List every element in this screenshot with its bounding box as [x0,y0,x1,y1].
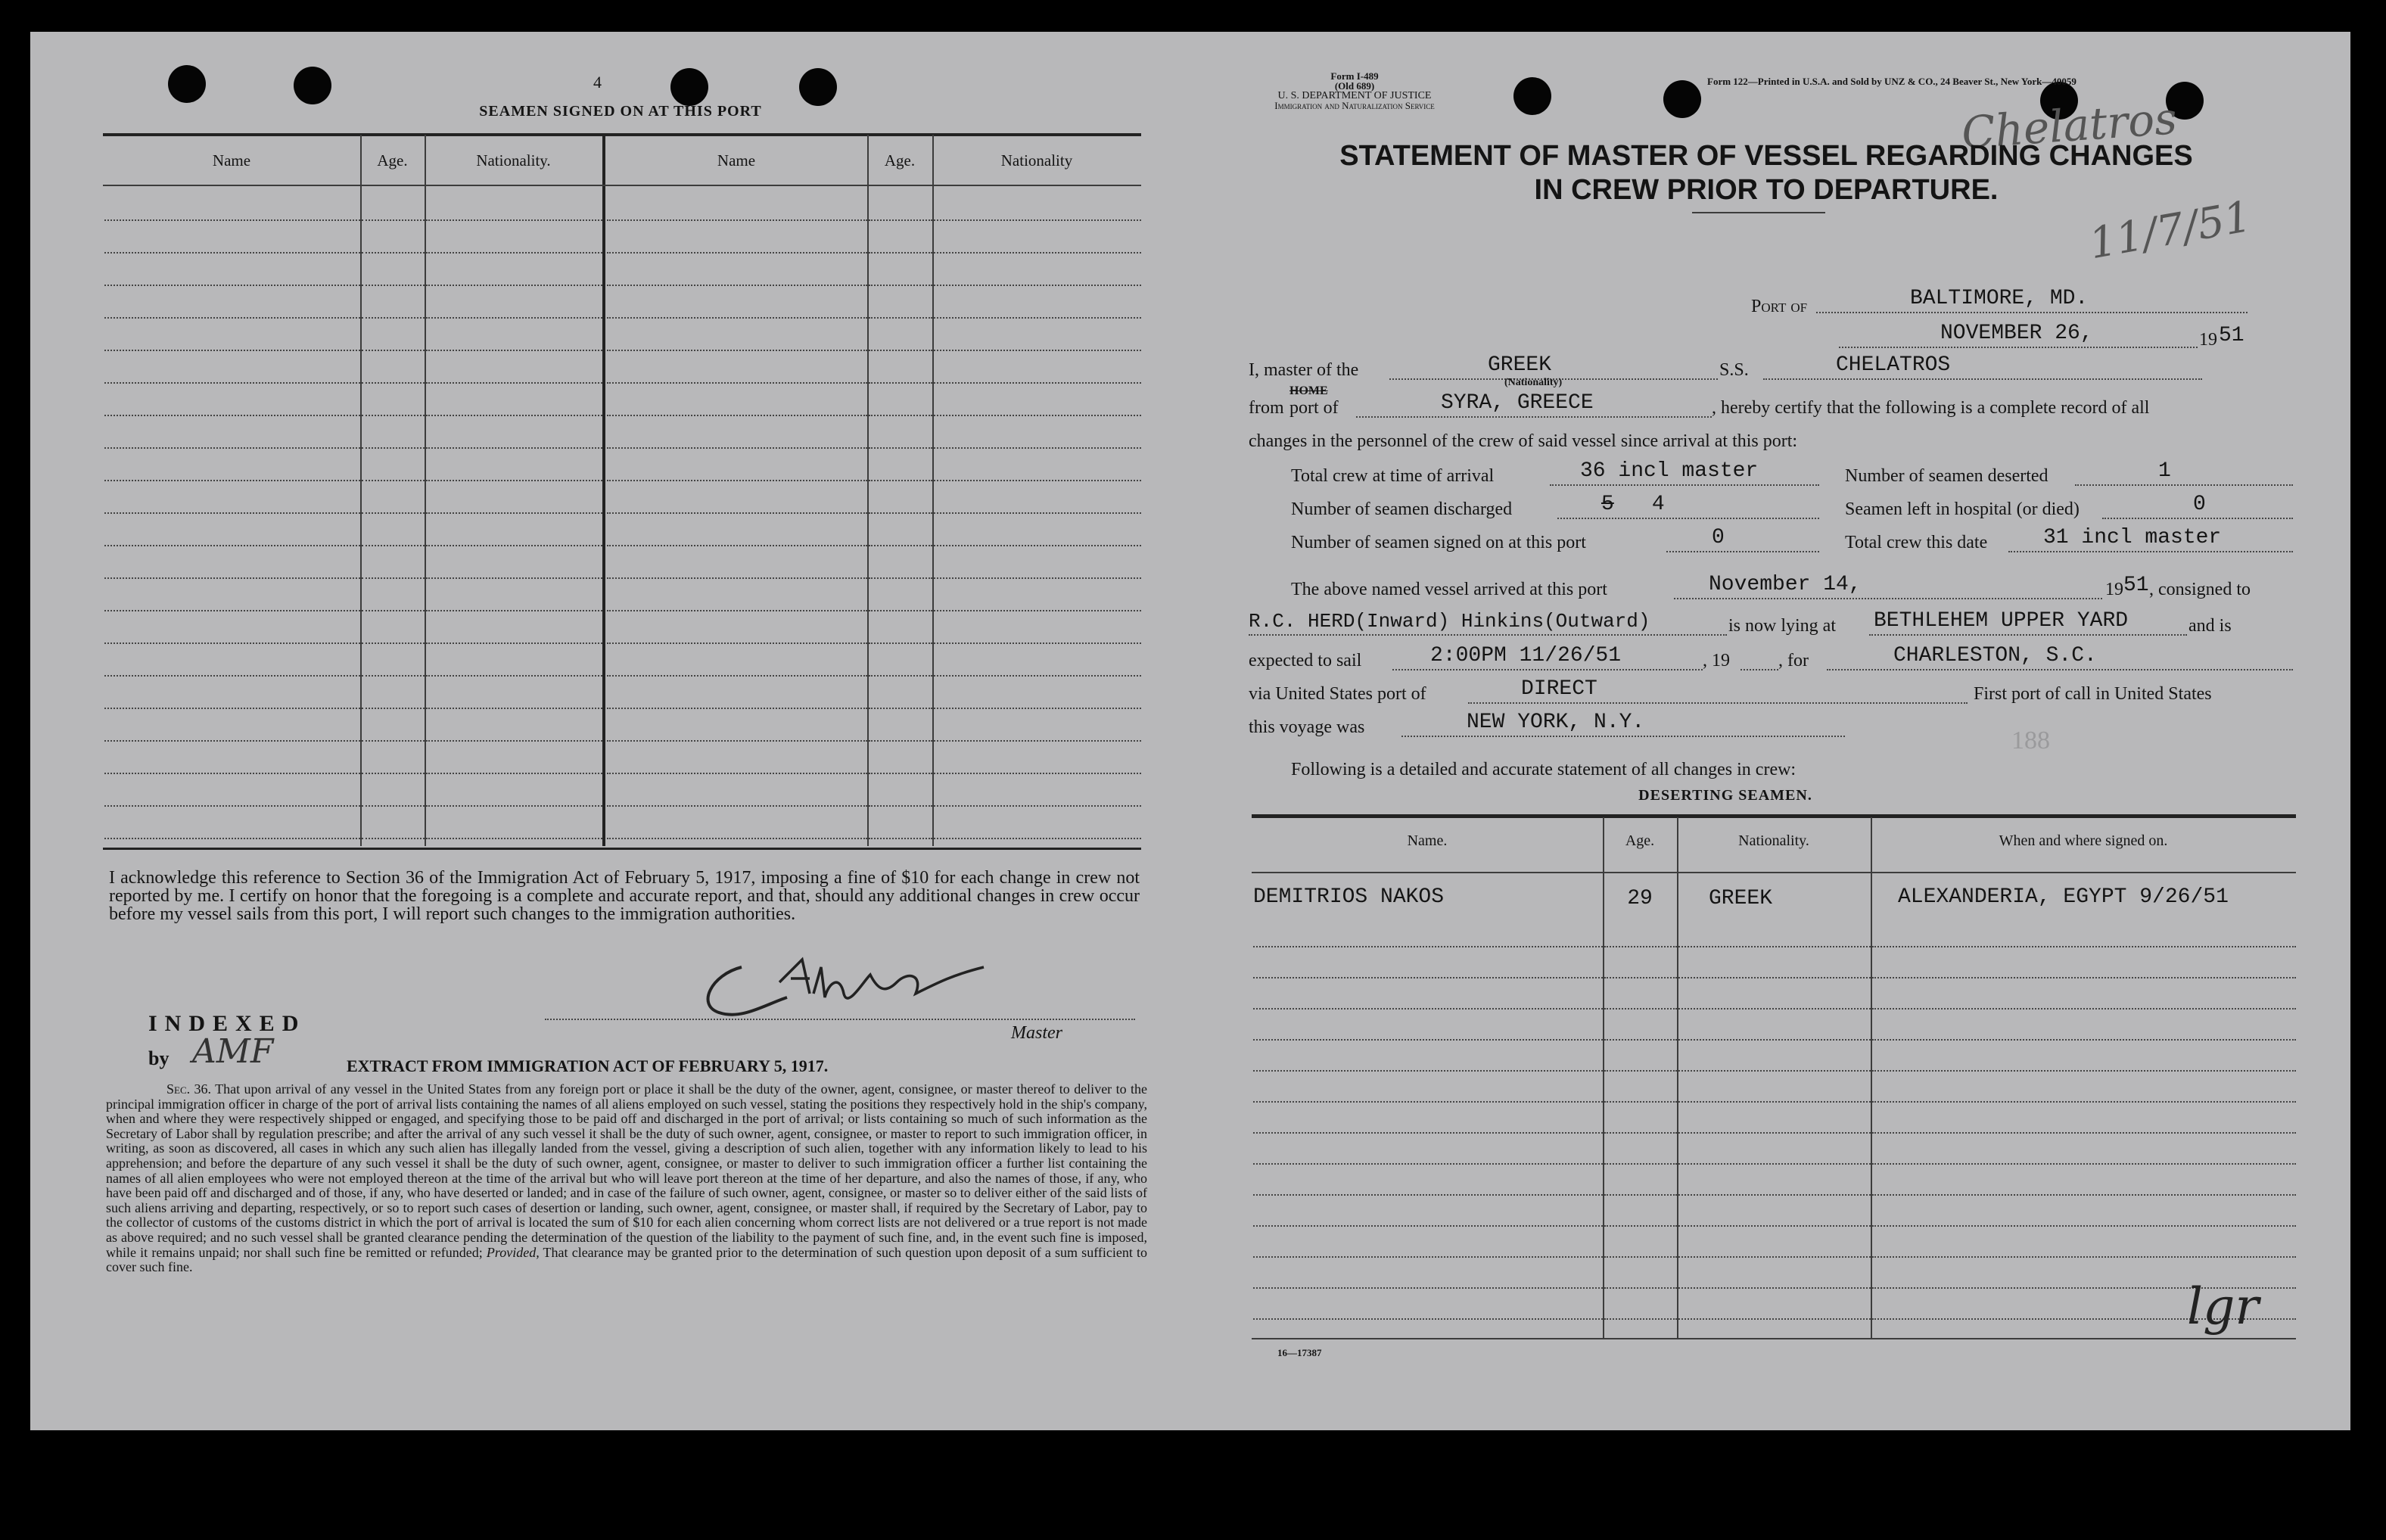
ruled-row-line [607,675,867,677]
sail-time-field: 2:00PM 11/26/51 [1392,643,1703,670]
ruled-row-line [1253,1318,1603,1320]
ruled-row-line [934,252,1141,254]
following-text: Following is a detailed and accurate statement of all changes in crew: [1291,760,1796,779]
ruled-row-line [869,512,932,514]
ruled-row-line [426,577,602,579]
ruled-row-line [1872,946,2296,947]
punch-hole [1663,80,1701,118]
ruled-row-line [104,675,360,677]
deserting-heading: DESERTING SEAMEN. [1638,787,1812,804]
master-label: Master [1011,1023,1062,1043]
ruled-row-line [426,350,602,351]
sail-year-line [1741,669,1778,670]
deserted-field: 1 [2075,459,2293,486]
port-of-label: Port of [1751,297,1808,316]
service-name: Immigration and Naturalization Service [1274,100,1435,111]
ruled-row-line [362,740,425,742]
port-of-small: port of [1289,398,1339,418]
desertion-header-name: Name. [1407,832,1448,849]
desertion-column-divider [1677,817,1678,1339]
ruled-row-line [1872,1101,2296,1103]
ruled-row-line [934,415,1141,416]
ruled-row-line [426,415,602,416]
ruled-row-line [934,545,1141,546]
desertion-header-rule [1252,872,2296,873]
ruled-row-line [1604,1256,1677,1258]
ruled-row-line [1872,1008,2296,1010]
ruled-row-line [934,512,1141,514]
ruled-row-line [104,773,360,774]
ruled-row-line [1678,946,1871,947]
ruled-row-line [934,350,1141,351]
ruled-row-line [934,447,1141,449]
form-header [1218,71,1491,110]
year-suffix: 51 [2219,324,2244,347]
ruled-row-line [426,708,602,709]
ruled-row-line [1253,1225,1603,1227]
arrived-date-field: November 14, [1674,572,2102,599]
ruled-row-line [869,285,932,286]
ruled-row-line [1678,1194,1871,1196]
printer-note: Form 122—Printed in U.S.A. and Sold by UNZ & CO., 24 Beaver St., New York—40059 [1707,76,2076,87]
ruled-row-line [362,577,425,579]
form-title-line2: IN CREW PRIOR TO DEPARTURE. [1534,174,1999,206]
ruled-row-line [1678,1225,1871,1227]
ruled-row-line [869,382,932,384]
ruled-row-line [104,285,360,286]
ruled-row-line [362,285,425,286]
department-name: U. S. DEPARTMENT OF JUSTICE [1277,90,1432,101]
ruled-row-line [934,577,1141,579]
ruled-row-line [426,773,602,774]
ruled-row-line [104,382,360,384]
ruled-row-line [869,545,932,546]
ruled-row-line [426,838,602,839]
ruled-row-line [362,708,425,709]
left-page-heading: SEAMEN SIGNED ON AT THIS PORT [479,103,762,120]
deserter-signed-on: ALEXANDERIA, EGYPT 9/26/51 [1898,885,2229,909]
ruled-row-line [607,838,867,839]
from-port-field: SYRA, GREECE [1356,390,1712,418]
expected-label: expected to sail [1249,651,1362,670]
ss-label: S.S. [1719,360,1749,380]
ruled-row-line [362,805,425,807]
ruled-row-line [362,219,425,221]
ruled-row-line [426,252,602,254]
ruled-row-line [1604,977,1677,978]
ruled-row-line [869,350,932,351]
indexed-stamp: INDEXED [148,1011,306,1036]
ruled-row-line [1678,1132,1871,1134]
ruled-row-line [934,610,1141,611]
ruled-row-line [1678,1256,1871,1258]
ruled-row-line [607,252,867,254]
table-bottom-rule [103,848,1141,850]
ruled-row-line [1678,1287,1871,1289]
signed-on-field: 0 [1666,525,1819,552]
ruled-row-line [362,480,425,481]
handwritten-initials: lgr [2187,1277,2259,1336]
ruled-row-line [426,675,602,677]
header-rule [103,185,1141,186]
desertion-column-divider [1871,817,1872,1339]
signature-line [545,1019,1135,1020]
home-struck: HOME [1289,384,1328,397]
indexed-by-initials: AMF [192,1032,274,1071]
footer-code: 16—17387 [1277,1347,1322,1358]
discharged-label: Number of seamen discharged [1291,499,1513,519]
ruled-row-line [934,382,1141,384]
ruled-row-line [869,708,932,709]
ruled-row-line [1253,1101,1603,1103]
ruled-row-line [362,642,425,644]
ruled-row-line [1872,1070,2296,1072]
ruled-row-line [1678,977,1871,978]
port-of-field: BALTIMORE, MD. [1816,286,2248,313]
ruled-row-line [607,480,867,481]
ruled-row-line [1872,1225,2296,1227]
ruled-row-line [362,415,425,416]
ruled-row-line [607,512,867,514]
extract-title: EXTRACT FROM IMMIGRATION ACT OF FEBRUARY 5, 1917. [347,1056,829,1075]
ruled-row-line [934,740,1141,742]
ruled-row-line [1253,1194,1603,1196]
form-title [1244,139,2288,207]
ruled-row-line [1604,1225,1677,1227]
ruled-row-line [426,382,602,384]
ruled-row-line [104,577,360,579]
ruled-row-line [1604,1008,1677,1010]
ruled-row-line [934,642,1141,644]
faint-number: 188 [2011,726,2050,754]
ruled-row-line [104,317,360,319]
ruled-row-line [1604,1132,1677,1134]
section-36-text [106,1082,1147,1275]
ruled-row-line [1604,1101,1677,1103]
ruled-row-line [607,285,867,286]
ruled-row-line [426,805,602,807]
desertion-header-signed: When and where signed on. [1999,832,2168,849]
ruled-row-line [869,773,932,774]
ruled-row-line [1604,1318,1677,1320]
ruled-row-line [1604,1070,1677,1072]
arrived-year-prefix: 19 [2105,580,2123,599]
ruled-row-line [104,838,360,839]
ruled-row-line [104,545,360,546]
signature [696,952,1014,1035]
total-crew-date-label: Total crew this date [1845,533,1988,552]
indexed-by-label: by [148,1047,170,1069]
ruled-row-line [362,382,425,384]
ruled-row-line [104,219,360,221]
ruled-row-line [104,415,360,416]
form-old-number: (Old 689) [1334,80,1375,92]
ruled-row-line [1253,1132,1603,1134]
ruled-row-line [934,838,1141,839]
arrived-label: The above named vessel arrived at this port [1291,580,1607,599]
year-prefix: 19 [2199,330,2217,350]
ruled-row-line [104,480,360,481]
ruled-row-line [869,415,932,416]
via-label: via United States port of [1249,684,1426,704]
ruled-row-line [104,512,360,514]
title-underline [1692,212,1825,213]
ruled-row-line [1604,1194,1677,1196]
form-title-line1: STATEMENT OF MASTER OF VESSEL REGARDING CHANGES [1339,140,2193,172]
ruled-row-line [1604,1287,1677,1289]
destination-field: CHARLESTON, S.C. [1827,643,2293,670]
ruled-row-line [934,805,1141,807]
certify-text: , hereby certify that the following is a complete record of all [1712,398,2150,418]
ruled-row-line [607,382,867,384]
handwritten-vessel-name: Chelatros [1959,92,2179,159]
section-body: That upon arrival of any vessel in the United States from any foreign port or place it shall be the duty of the owner, agent, consignee, or master thereof to deliver to the principal immigration officer in charge of the port of arrival lists containing the names of all aliens employed on such vessel, stating the positions they respectively hold in the ship's company, when and where they were respectively shipped or engaged, and specifying those to be paid off and discharged in the port of arrival; or lists containing so much of such information as the Secretary of Labor shall by regulation prescribe; and after the arrival of any such vessel it shall be the duty of such owner, agent, consignee, or master to report to such immigration officer, in writing, as soon as discovered, all cases in which any such alien has illegally landed from the vessel, giving a description of such alien, together with any information likely to lead to his apprehension; and before the departure of any such vessel it shall be the duty of such owner, agent, consignee, or master to deliver to such immigration officer a further list containing the names of all alien employees who were not employed thereon at the time of the arrival but who will leave port thereon at the time of her departure, and also the names of those, if any, who have been paid off and discharged and of those, if any, who have deserted or landed; and in case of the failure of such owner, agent, consignee, or master so to deliver either of the said lists of such aliens arriving and departing, respectively, or so to report such cases of desertion or landing, such owner, agent, consignee, or master shall, if required by the Secretary of Labor, pay to the collector of customs of the customs district in which the port of arrival is located the sum of $10 for each alien concerning whom correct lists are not delivered or a true report is not made as above required; and no such vessel shall be granted clearance pending the determination of the question of the liability to the payment of such fine, and, in the event such fine is imposed, while it remains unpaid; nor shall such fine be remitted or refunded; [106,1081,1148,1260]
ruled-row-line [426,512,602,514]
punch-hole [799,68,837,106]
ruled-row-line [1678,1008,1871,1010]
ruled-row-line [426,285,602,286]
ruled-row-line [934,773,1141,774]
ruled-row-line [607,350,867,351]
ruled-row-line [1253,1039,1603,1041]
ruled-row-line [362,447,425,449]
ruled-row-line [1253,1287,1603,1289]
ruled-row-line [1872,1039,2296,1041]
ruled-row-line [1872,977,2296,978]
desertion-table-bottom-rule [1252,1338,2296,1339]
section-provided: Provided, [486,1244,540,1260]
ruled-row-line [426,317,602,319]
document-sheet [30,32,2350,1430]
column-divider [932,135,934,846]
ruled-row-line [934,675,1141,677]
ruled-row-line [426,480,602,481]
ruled-row-line [607,415,867,416]
ruled-row-line [362,545,425,546]
column-header-name: Name [717,151,756,170]
ruled-row-line [607,642,867,644]
total-crew-arrival-label: Total crew at time of arrival [1291,466,1495,486]
nationality-caption: (Nationality) [1504,377,1563,388]
ruled-row-line [1253,1163,1603,1165]
ruled-row-line [104,708,360,709]
lying-label: is now lying at [1728,616,1836,636]
deserter-name: DEMITRIOS NAKOS [1253,885,1445,909]
desertion-header-age: Age. [1625,832,1655,849]
ruled-row-line [607,805,867,807]
ruled-row-line [362,610,425,611]
column-header-age: Age. [377,151,408,170]
from-label: from [1249,398,1284,418]
total-crew-date-field: 31 incl master [2008,525,2293,552]
nationality-field: GREEK [1389,353,1718,380]
ruled-row-line [607,577,867,579]
sail-year-label: , 19 [1703,651,1730,670]
ruled-row-line [426,545,602,546]
ruled-row-line [362,675,425,677]
hospital-label: Seamen left in hospital (or died) [1845,499,2080,519]
date-field: NOVEMBER 26, [1839,321,2198,348]
column-header-name: Name [212,151,251,170]
ruled-row-line [1678,1101,1871,1103]
ruled-row-line [607,610,867,611]
ruled-row-line [104,642,360,644]
ruled-row-line [869,252,932,254]
for-label: , for [1778,651,1809,670]
ruled-row-line [362,350,425,351]
ruled-row-line [1678,1070,1871,1072]
handwritten-date: 11/7/51 [2085,191,2255,269]
consignee-field: R.C. HERD(Inward) Hinkins(Outward) [1249,608,1727,636]
ruled-row-line [934,285,1141,286]
this-voyage-label: this voyage was [1249,717,1365,737]
ruled-row-line [607,317,867,319]
column-header-nationality: Nationality. [476,151,551,170]
ruled-row-line [362,838,425,839]
ruled-row-line [104,252,360,254]
ruled-row-line [869,317,932,319]
ruled-row-line [104,610,360,611]
ruled-row-line [104,805,360,807]
ruled-row-line [934,219,1141,221]
ruled-row-line [607,708,867,709]
ruled-row-line [426,447,602,449]
hospital-field: 0 [2102,492,2293,519]
ruled-row-line [1872,1256,2296,1258]
ruled-row-line [869,219,932,221]
ruled-row-line [104,447,360,449]
ruled-row-line [869,838,932,839]
ruled-row-line [1604,1039,1677,1041]
first-port-label: First port of call in United States [1974,684,2212,704]
changes-text: changes in the personnel of the crew of said vessel since arrival at this port: [1249,431,1798,451]
punch-hole [168,65,206,103]
page-number: 4 [593,73,602,92]
ruled-row-line [1253,1008,1603,1010]
first-port-field: NEW YORK, N.Y. [1401,710,1845,737]
ruled-row-line [362,252,425,254]
ruled-row-line [607,545,867,546]
total-crew-arrival-field: 36 incl master [1550,459,1819,486]
master-of-label: I, master of the [1249,360,1359,380]
ruled-row-line [1872,1163,2296,1165]
ruled-row-line [869,740,932,742]
ruled-row-line [607,740,867,742]
ruled-row-line [426,219,602,221]
ruled-row-line [1604,946,1677,947]
ruled-row-line [426,740,602,742]
ruled-row-line [362,317,425,319]
ruled-row-line [869,480,932,481]
consigned-label: , consigned to [2149,580,2251,599]
and-is-label: and is [2188,616,2232,636]
ruled-row-line [1678,1318,1871,1320]
column-divider [360,135,362,846]
punch-hole [1513,77,1551,115]
column-header-nationality: Nationality [1000,151,1073,170]
ruled-row-line [607,773,867,774]
table-top-rule [103,133,1141,136]
ruled-row-line [1678,1039,1871,1041]
certification-text: I acknowledge this reference to Section 36 of the Immigration Act of February 5, 1917, imposing a fine of $10 for each change in crew not reported by me. I certify on honor that the foregoing is a complete and accurate report, and that, should any additional changes in crew occur before my vessel sails from this port, I will report such changes to the immigration authorities. [109,868,1140,924]
discharged-field: 5 4 [1557,492,1819,519]
ruled-row-line [934,317,1141,319]
ruled-row-line [607,219,867,221]
ruled-row-line [362,512,425,514]
ruled-row-line [1872,1132,2296,1134]
ruled-row-line [869,610,932,611]
ruled-row-line [934,480,1141,481]
ruled-row-line [934,708,1141,709]
ruled-row-line [869,642,932,644]
lying-at-field: BETHLEHEM UPPER YARD [1869,608,2187,636]
ruled-row-line [607,447,867,449]
column-header-age: Age. [884,151,916,170]
ruled-row-line [1253,946,1603,947]
ruled-row-line [1872,1194,2296,1196]
deserter-age: 29 [1627,887,1653,910]
ruled-row-line [362,773,425,774]
ruled-row-line [869,447,932,449]
ruled-row-line [1253,1070,1603,1072]
vessel-name-field: CHELATROS [1763,353,2202,380]
signed-on-label: Number of seamen signed on at this port [1291,533,1586,552]
punch-hole [670,68,708,106]
deserted-label: Number of seamen deserted [1845,466,2048,486]
ruled-row-line [104,350,360,351]
form-number: Form I-489 [1330,70,1379,82]
ruled-row-line [869,805,932,807]
column-divider [867,135,869,846]
ruled-row-line [1678,1163,1871,1165]
punch-hole [294,67,331,104]
section-tail: That clearance may be granted prior to the determination of such question upon deposit of a sum sufficient to cover such fine. [106,1244,1148,1275]
column-divider [425,135,426,846]
ruled-row-line [1253,977,1603,978]
ruled-row-line [869,675,932,677]
ruled-row-line [104,740,360,742]
desertion-table-top-rule [1252,814,2296,818]
arrived-year-suffix: 51 [2123,574,2149,597]
desertion-header-nationality: Nationality. [1738,832,1809,849]
ruled-row-line [1604,1163,1677,1165]
via-port-field: DIRECT [1468,677,1968,704]
section-label: Sec. 36. [166,1081,212,1097]
ruled-row-line [1253,1256,1603,1258]
ruled-row-line [426,642,602,644]
column-divider [602,135,605,846]
deserter-nationality: GREEK [1709,887,1773,910]
ruled-row-line [869,577,932,579]
ruled-row-line [426,610,602,611]
